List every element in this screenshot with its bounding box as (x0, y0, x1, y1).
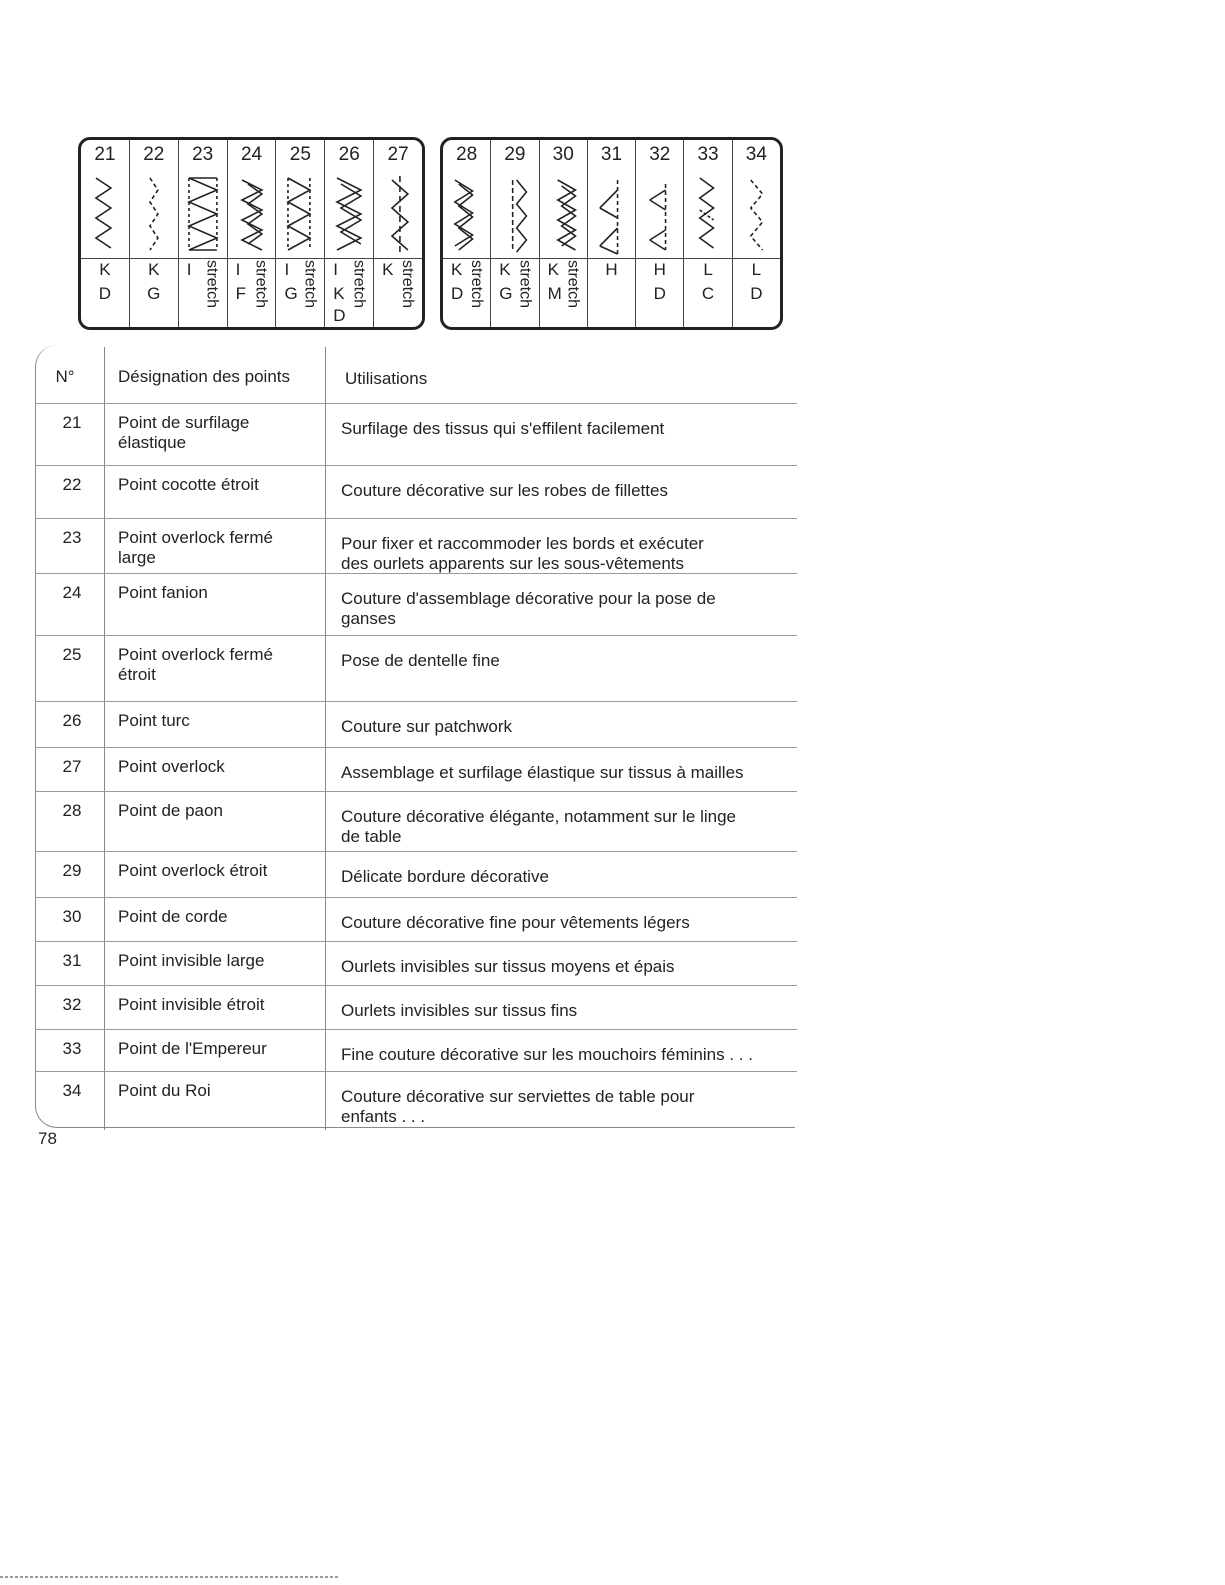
row-designation: Point overlock fermé étroit (118, 645, 273, 684)
stitch-settings (81, 258, 129, 327)
row-number: 23 (62, 528, 82, 547)
stitch-pattern-icon (81, 170, 129, 258)
stitch-number: 25 (289, 144, 311, 165)
setting-code: G (499, 284, 513, 303)
row-divider (35, 518, 797, 519)
row-designation: Point de surfilage élastique (118, 413, 250, 452)
row-number: 29 (62, 861, 82, 880)
row-number: 34 (62, 1081, 82, 1100)
row-designation: Point cocotte étroit (118, 475, 259, 494)
row-uses: Pour fixer et raccommoder les bords et exécuter des ourlets apparents sur les sous-vêtements (341, 534, 704, 573)
setting-code: D (653, 284, 666, 303)
row-designation: Point overlock fermé large (118, 528, 273, 567)
stitch-pattern-drawing (636, 170, 683, 258)
stitch-number: 34 (745, 144, 767, 165)
row-divider (35, 941, 797, 942)
stitch-pattern-icon (491, 170, 538, 258)
row-designation: Point de paon (118, 801, 223, 820)
header-num: N° (55, 367, 75, 386)
stitch-column-25 (275, 140, 324, 327)
row-designation: Point fanion (118, 583, 208, 602)
row-divider (35, 573, 797, 574)
stitch-column-31 (587, 140, 635, 327)
row-divider (35, 465, 797, 466)
row-uses: Ourlets invisibles sur tissus moyens et épais (341, 957, 675, 976)
stitch-pattern-icon (130, 170, 178, 258)
setting-code: F (235, 284, 246, 303)
row-uses: Assemblage et surfilage élastique sur tissus à mailles (341, 763, 744, 782)
stitch-settings (325, 258, 373, 327)
setting-code: C (701, 284, 715, 303)
stitch-settings (130, 258, 178, 327)
row-designation: Point invisible étroit (118, 995, 265, 1014)
stitch-pattern-icon (540, 170, 587, 258)
stitch-pattern-drawing (374, 170, 422, 258)
stitch-settings (588, 258, 635, 327)
stretch-label: stretch (516, 260, 534, 309)
stitch-column-29 (490, 140, 538, 327)
row-designation: Point invisible large (118, 951, 265, 970)
row-uses: Pose de dentelle fine (341, 651, 500, 670)
setting-code: D (333, 306, 346, 325)
stitch-pattern-drawing (179, 170, 227, 258)
stitch-pattern-icon (374, 170, 422, 258)
stitch-number: 27 (387, 144, 409, 165)
stitch-pattern-drawing (684, 170, 731, 258)
row-number: 33 (62, 1039, 82, 1058)
setting-code: I (284, 260, 290, 279)
setting-code: K (451, 260, 463, 279)
row-divider (35, 1029, 797, 1030)
row-uses: Couture décorative sur serviettes de table pour enfants . . . (341, 1087, 695, 1126)
stitch-pattern-drawing (540, 170, 587, 258)
row-number: 28 (62, 801, 82, 820)
row-designation: Point de corde (118, 907, 228, 926)
row-uses: Fine couture décorative sur les mouchoirs féminins . . . (341, 1045, 753, 1064)
stitch-number: 21 (94, 144, 116, 165)
setting-code: G (147, 284, 161, 303)
stitch-column-22 (129, 140, 178, 327)
setting-code: D (750, 284, 763, 303)
setting-code: M (547, 284, 562, 303)
row-uses: Couture décorative élégante, notamment sur le linge de table (341, 807, 737, 846)
setting-code: K (382, 260, 394, 279)
row-designation: Point overlock étroit (118, 861, 268, 880)
stitch-panel-left (78, 137, 425, 330)
stretch-label: stretch (301, 260, 319, 309)
row-number: 26 (62, 711, 82, 730)
stitch-number: 32 (649, 144, 671, 165)
stitch-pattern-icon (276, 170, 324, 258)
row-divider (35, 747, 797, 748)
setting-code: H (653, 260, 666, 279)
stitch-pattern-icon (588, 170, 635, 258)
setting-code: I (235, 260, 241, 279)
stitch-number: 22 (143, 144, 165, 165)
row-divider (35, 403, 797, 404)
stitch-pattern-drawing (588, 170, 635, 258)
row-divider (35, 791, 797, 792)
stitch-settings (636, 258, 683, 327)
stitch-settings (443, 258, 490, 327)
stitch-settings (733, 258, 780, 327)
stitch-pattern-icon (228, 170, 276, 258)
header-uses: Utilisations (345, 369, 428, 388)
stretch-label: stretch (399, 260, 417, 309)
stitch-column-23 (178, 140, 227, 327)
stitch-column-32 (635, 140, 683, 327)
stitch-settings (276, 258, 324, 327)
stitch-number: 33 (697, 144, 719, 165)
stitch-column-34 (732, 140, 780, 327)
stitch-number: 30 (552, 144, 574, 165)
stitch-settings (228, 258, 276, 327)
stitch-number: 23 (192, 144, 214, 165)
setting-code: H (605, 260, 618, 279)
stitch-settings (491, 258, 538, 327)
stitch-number: 28 (456, 144, 478, 165)
row-uses: Surfilage des tissus qui s'effilent facilement (341, 419, 665, 438)
stitch-column-33 (683, 140, 731, 327)
stitch-pattern-drawing (228, 170, 276, 258)
stitch-settings (540, 258, 587, 327)
setting-code: L (751, 260, 762, 279)
row-uses: Ourlets invisibles sur tissus fins (341, 1001, 578, 1020)
stitch-pattern-icon (325, 170, 373, 258)
stitch-settings (179, 258, 227, 327)
row-number: 22 (62, 475, 82, 494)
row-number: 21 (62, 413, 82, 432)
setting-code: L (703, 260, 713, 279)
row-number: 25 (62, 645, 82, 664)
stitch-number: 26 (338, 144, 360, 165)
row-divider (35, 635, 797, 636)
stitch-pattern-drawing (491, 170, 538, 258)
stretch-label: stretch (468, 260, 485, 309)
stitch-column-26 (324, 140, 373, 327)
setting-code: K (148, 260, 160, 279)
stitch-pattern-drawing (733, 170, 780, 258)
setting-code: I (186, 260, 192, 279)
setting-code: K (547, 260, 559, 279)
row-divider (35, 1071, 797, 1072)
row-number: 31 (62, 951, 82, 970)
stitch-pattern-drawing (130, 170, 178, 258)
page-number: 78 (38, 1129, 57, 1148)
stitch-number: 31 (600, 144, 623, 165)
stitch-settings (374, 258, 422, 327)
stitch-pattern-icon (636, 170, 683, 258)
stitch-column-28 (443, 140, 490, 327)
stitch-pattern-icon (179, 170, 227, 258)
stretch-label: stretch (203, 260, 221, 309)
stretch-label: stretch (350, 260, 368, 309)
row-uses: Couture d'assemblage décorative pour la pose de ganses (341, 589, 716, 628)
setting-code: K (333, 284, 345, 303)
setting-code: D (451, 284, 464, 303)
header-designation: Désignation des points (118, 367, 291, 386)
row-number: 27 (62, 757, 82, 776)
stitch-column-24 (227, 140, 276, 327)
row-uses: Délicate bordure décorative (341, 867, 549, 886)
stitch-number: 29 (504, 144, 526, 165)
stretch-label: stretch (252, 260, 270, 309)
stitch-table (35, 345, 800, 1130)
stretch-label: stretch (564, 260, 582, 309)
row-designation: Point overlock (118, 757, 225, 776)
row-uses: Couture décorative fine pour vêtements légers (341, 913, 690, 932)
row-number: 32 (62, 995, 82, 1014)
stitch-column-30 (539, 140, 587, 327)
setting-code: K (99, 260, 111, 279)
row-designation: Point de l'Empereur (118, 1039, 267, 1058)
stitch-settings (684, 258, 731, 327)
setting-code: K (499, 260, 511, 279)
stitch-pattern-drawing (81, 170, 129, 258)
row-divider (35, 897, 797, 898)
stitch-number: 24 (240, 144, 263, 165)
row-divider (35, 851, 797, 852)
row-divider (35, 985, 797, 986)
row-uses: Couture sur patchwork (341, 717, 513, 736)
row-number: 30 (62, 907, 82, 926)
row-divider (35, 701, 797, 702)
stitch-column-27 (373, 140, 422, 327)
scan-edge-strip (0, 1576, 340, 1578)
row-designation: Point du Roi (118, 1081, 211, 1100)
row-uses: Couture décorative sur les robes de fillettes (341, 481, 668, 500)
stitch-pattern-drawing (325, 170, 373, 258)
setting-code: I (333, 260, 339, 279)
stitch-pattern-drawing (443, 170, 490, 258)
stitch-pattern-icon (733, 170, 780, 258)
stitch-panel-right (440, 137, 783, 330)
stitch-pattern-icon (443, 170, 490, 258)
row-designation: Point turc (118, 711, 190, 730)
stitch-pattern-icon (684, 170, 731, 258)
row-number: 24 (62, 583, 82, 602)
setting-code: D (98, 284, 112, 303)
stitch-pattern-drawing (276, 170, 324, 258)
setting-code: G (284, 284, 298, 303)
stitch-column-21 (81, 140, 129, 327)
